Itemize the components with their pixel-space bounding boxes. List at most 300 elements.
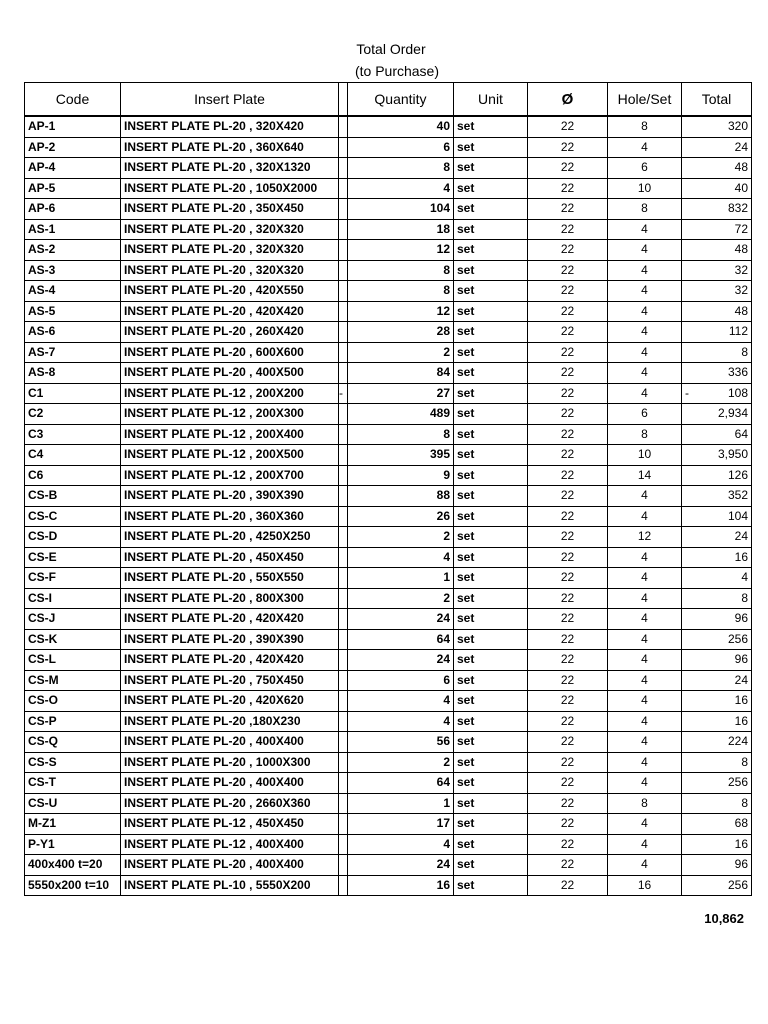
cell-diameter — [528, 383, 608, 404]
cell-insert-plate — [121, 506, 339, 527]
cell-insert-plate — [121, 240, 339, 261]
cell-quantity — [348, 301, 454, 322]
cell-diameter-value: 22 — [560, 262, 575, 277]
cell-diameter-value: 22 — [560, 344, 575, 359]
cell-gap — [339, 445, 348, 466]
cell-unit — [454, 445, 528, 466]
cell-quantity — [348, 199, 454, 220]
cell-diameter-value: 22 — [560, 180, 575, 195]
cell-diameter — [528, 178, 608, 199]
cell-gap — [339, 875, 348, 896]
cell-code-value: AS-6 — [28, 324, 56, 339]
cell-total-value: 112 — [728, 324, 748, 339]
cell-hole-set-value: 6 — [641, 406, 648, 421]
cell-insert-plate — [121, 670, 339, 691]
cell-hole-set-value: 16 — [637, 877, 652, 892]
cell-gap — [339, 834, 348, 855]
cell-gap — [339, 773, 348, 794]
cell-hole-set-value: 4 — [641, 816, 648, 831]
cell-total-value: 126 — [727, 467, 748, 482]
cell-hole-set-value: 8 — [641, 795, 648, 810]
cell-code — [25, 424, 121, 445]
cell-total-value: 2,934 — [717, 406, 748, 421]
cell-quantity-value: 88 — [436, 488, 450, 503]
cell-code — [25, 629, 121, 650]
cell-code — [25, 875, 121, 896]
cell-code — [25, 834, 121, 855]
cell-unit — [454, 301, 528, 322]
cell-total-value: 4 — [741, 570, 748, 585]
cell-unit — [454, 568, 528, 589]
cell-diameter — [528, 158, 608, 179]
cell-diameter-value: 22 — [560, 119, 575, 134]
cell-total — [682, 199, 752, 220]
cell-insert-plate-value: INSERT PLATE PL-20 , 420X420 — [124, 303, 304, 318]
cell-hole-set-value: 4 — [641, 734, 648, 749]
cell-code-value: AS-8 — [28, 365, 56, 380]
order-table — [24, 82, 752, 896]
cell-total — [682, 814, 752, 835]
cell-quantity-value: 2 — [443, 529, 450, 544]
cell-unit — [454, 547, 528, 568]
cell-quantity — [348, 670, 454, 691]
cell-insert-plate — [121, 527, 339, 548]
cell-hole-set-value: 4 — [641, 611, 648, 626]
cell-gap — [339, 404, 348, 425]
cell-quantity-value: 24 — [436, 652, 450, 667]
cell-hole-set-value: 4 — [641, 775, 648, 790]
cell-code-value: CS-P — [28, 713, 57, 728]
cell-gap — [339, 588, 348, 609]
cell-quantity — [348, 219, 454, 240]
cell-code-value: CS-D — [28, 529, 58, 544]
cell-insert-plate-value: INSERT PLATE PL-20 , 400X400 — [124, 857, 304, 872]
header-gap — [339, 83, 348, 117]
cell-unit-value: set — [457, 262, 475, 277]
cell-insert-plate — [121, 116, 339, 137]
cell-total — [682, 732, 752, 753]
cell-gap — [339, 609, 348, 630]
cell-gap — [339, 547, 348, 568]
cell-hole-set — [608, 691, 682, 712]
cell-unit — [454, 711, 528, 732]
cell-diameter-value: 22 — [560, 570, 575, 585]
cell-code — [25, 322, 121, 343]
cell-insert-plate — [121, 219, 339, 240]
cell-hole-set-value: 4 — [641, 857, 648, 872]
cell-hole-set-value: 8 — [641, 426, 648, 441]
cell-insert-plate — [121, 363, 339, 384]
cell-total — [682, 486, 752, 507]
cell-unit-value: set — [457, 242, 475, 257]
cell-unit-value: set — [457, 754, 475, 769]
cell-diameter-value: 22 — [560, 283, 575, 298]
cell-quantity — [348, 855, 454, 876]
cell-code-value: AP-5 — [28, 180, 56, 195]
table-row — [25, 322, 752, 343]
cell-insert-plate — [121, 875, 339, 896]
cell-insert-plate — [121, 383, 339, 404]
cell-quantity — [348, 814, 454, 835]
cell-insert-plate — [121, 588, 339, 609]
cell-diameter-value: 22 — [560, 139, 575, 154]
cell-quantity-value: 64 — [436, 775, 450, 790]
cell-hole-set — [608, 793, 682, 814]
cell-code — [25, 732, 121, 753]
table-row — [25, 301, 752, 322]
cell-diameter — [528, 711, 608, 732]
cell-insert-plate-value: INSERT PLATE PL-12 , 450X450 — [124, 816, 304, 831]
cell-insert-plate-value: INSERT PLATE PL-20 ,180X230 — [124, 713, 301, 728]
cell-unit-value: set — [457, 467, 475, 482]
table-row — [25, 424, 752, 445]
cell-unit — [454, 363, 528, 384]
cell-unit-value: set — [457, 549, 475, 564]
cell-hole-set — [608, 404, 682, 425]
cell-total — [682, 137, 752, 158]
cell-quantity — [348, 691, 454, 712]
cell-insert-plate-value: INSERT PLATE PL-20 , 550X550 — [124, 570, 304, 585]
cell-unit — [454, 814, 528, 835]
cell-total — [682, 465, 752, 486]
cell-quantity — [348, 773, 454, 794]
cell-unit-value: set — [457, 324, 475, 339]
cell-total-value: 256 — [727, 877, 748, 892]
header-code: Code — [25, 83, 121, 117]
cell-code — [25, 404, 121, 425]
cell-code — [25, 445, 121, 466]
cell-hole-set — [608, 260, 682, 281]
cell-hole-set-value: 4 — [641, 570, 648, 585]
cell-diameter — [528, 814, 608, 835]
cell-insert-plate — [121, 301, 339, 322]
cell-insert-plate — [121, 609, 339, 630]
header-unit: Unit — [454, 83, 528, 117]
cell-unit — [454, 158, 528, 179]
cell-insert-plate-value: INSERT PLATE PL-20 , 600X600 — [124, 344, 304, 359]
cell-insert-plate-value: INSERT PLATE PL-20 , 420X620 — [124, 693, 304, 708]
cell-total — [682, 609, 752, 630]
cell-gap — [339, 424, 348, 445]
cell-quantity — [348, 875, 454, 896]
cell-quantity — [348, 116, 454, 137]
cell-unit-value: set — [457, 631, 475, 646]
cell-unit — [454, 773, 528, 794]
cell-code-value: CS-S — [28, 754, 57, 769]
cell-diameter-value: 22 — [560, 672, 575, 687]
cell-quantity-value: 8 — [443, 160, 450, 175]
cell-quantity-value: 4 — [443, 693, 450, 708]
cell-quantity-value: 104 — [429, 201, 450, 216]
cell-quantity-value: 27 — [436, 385, 450, 400]
cell-quantity — [348, 404, 454, 425]
cell-hole-set — [608, 773, 682, 794]
cell-total-value: 16 — [734, 549, 748, 564]
cell-unit — [454, 178, 528, 199]
cell-code-value: 400x400 t=20 — [28, 857, 103, 872]
cell-unit-value: set — [457, 406, 475, 421]
cell-unit — [454, 281, 528, 302]
cell-hole-set — [608, 240, 682, 261]
cell-hole-set-value: 4 — [641, 590, 648, 605]
cell-code — [25, 506, 121, 527]
cell-total-value: 8 — [741, 590, 748, 605]
cell-diameter — [528, 116, 608, 137]
cell-hole-set-value: 4 — [641, 262, 648, 277]
cell-unit — [454, 240, 528, 261]
cell-code-value: AS-5 — [28, 303, 56, 318]
cell-total — [682, 322, 752, 343]
cell-total — [682, 834, 752, 855]
cell-hole-set-value: 4 — [641, 385, 648, 400]
cell-insert-plate-value: INSERT PLATE PL-20 , 260X420 — [124, 324, 304, 339]
cell-hole-set-value: 4 — [641, 754, 648, 769]
cell-unit-value: set — [457, 570, 475, 585]
cell-hole-set — [608, 834, 682, 855]
cell-code — [25, 650, 121, 671]
cell-insert-plate — [121, 158, 339, 179]
cell-hole-set-value: 4 — [641, 303, 648, 318]
grand-total: 10,862 — [704, 911, 744, 926]
cell-code-value: AP-2 — [28, 139, 56, 154]
cell-insert-plate-value: INSERT PLATE PL-10 , 5550X200 — [124, 877, 311, 892]
cell-total — [682, 875, 752, 896]
cell-unit — [454, 834, 528, 855]
cell-code-value: C4 — [28, 447, 44, 462]
cell-gap — [339, 691, 348, 712]
cell-insert-plate-value: INSERT PLATE PL-12 , 200X300 — [124, 406, 304, 421]
cell-insert-plate-value: INSERT PLATE PL-20 , 1000X300 — [124, 754, 311, 769]
cell-code — [25, 281, 121, 302]
cell-unit-value: set — [457, 139, 475, 154]
table-row — [25, 752, 752, 773]
cell-code — [25, 260, 121, 281]
cell-gap — [339, 732, 348, 753]
cell-hole-set — [608, 752, 682, 773]
cell-insert-plate-value: INSERT PLATE PL-20 , 4250X250 — [124, 529, 311, 544]
cell-unit — [454, 609, 528, 630]
order-rows — [25, 116, 752, 896]
cell-diameter-value: 22 — [560, 508, 575, 523]
cell-quantity-value: 17 — [436, 816, 450, 831]
cell-diameter — [528, 752, 608, 773]
cell-hole-set — [608, 814, 682, 835]
cell-insert-plate-value: INSERT PLATE PL-20 , 420X420 — [124, 611, 304, 626]
cell-insert-plate — [121, 814, 339, 835]
cell-code-value: CS-C — [28, 508, 58, 523]
cell-gap — [339, 158, 348, 179]
cell-total — [682, 670, 752, 691]
cell-total — [682, 691, 752, 712]
cell-code-value: CS-B — [28, 488, 58, 503]
cell-unit-value: set — [457, 180, 475, 195]
cell-diameter — [528, 670, 608, 691]
document-subtitle: (to Purchase) — [354, 63, 440, 79]
cell-unit-value: set — [457, 590, 475, 605]
cell-hole-set — [608, 445, 682, 466]
cell-unit-value: set — [457, 119, 475, 134]
cell-diameter — [528, 486, 608, 507]
cell-diameter — [528, 342, 608, 363]
cell-unit-value: set — [457, 488, 475, 503]
cell-insert-plate — [121, 752, 339, 773]
cell-unit — [454, 486, 528, 507]
cell-code — [25, 363, 121, 384]
cell-total-value: 96 — [734, 611, 748, 626]
cell-diameter-value: 22 — [560, 406, 575, 421]
cell-insert-plate-value: INSERT PLATE PL-20 , 320X320 — [124, 242, 304, 257]
cell-gap — [339, 506, 348, 527]
cell-total-value: 8 — [741, 344, 748, 359]
cell-quantity — [348, 281, 454, 302]
cell-hole-set-value: 4 — [641, 631, 648, 646]
cell-quantity — [348, 752, 454, 773]
cell-hole-set-value: 4 — [641, 344, 648, 359]
cell-hole-set — [608, 711, 682, 732]
cell-code-value: AS-3 — [28, 262, 56, 277]
cell-code — [25, 219, 121, 240]
cell-quantity-value: 24 — [436, 857, 450, 872]
cell-insert-plate-value: INSERT PLATE PL-20 , 320X320 — [124, 262, 304, 277]
cell-unit-value: set — [457, 303, 475, 318]
cell-total — [682, 547, 752, 568]
cell-unit-value: set — [457, 447, 475, 462]
cell-quantity — [348, 158, 454, 179]
table-row — [25, 158, 752, 179]
cell-quantity-value: 26 — [436, 508, 450, 523]
cell-diameter — [528, 404, 608, 425]
cell-unit-value: set — [457, 693, 475, 708]
cell-diameter-value: 22 — [560, 652, 575, 667]
cell-unit — [454, 629, 528, 650]
cell-hole-set — [608, 342, 682, 363]
table-row — [25, 732, 752, 753]
cell-diameter — [528, 527, 608, 548]
cell-unit — [454, 752, 528, 773]
cell-total — [682, 568, 752, 589]
cell-quantity — [348, 711, 454, 732]
cell-insert-plate — [121, 199, 339, 220]
cell-insert-plate — [121, 732, 339, 753]
cell-quantity-value: 24 — [436, 611, 450, 626]
cell-hole-set — [608, 588, 682, 609]
cell-code — [25, 178, 121, 199]
cell-gap — [339, 219, 348, 240]
cell-hole-set — [608, 158, 682, 179]
cell-quantity-value: 2 — [443, 344, 450, 359]
cell-quantity-value: 12 — [436, 303, 450, 318]
cell-diameter-value: 22 — [560, 611, 575, 626]
cell-quantity — [348, 629, 454, 650]
cell-insert-plate — [121, 178, 339, 199]
table-row — [25, 137, 752, 158]
cell-code — [25, 711, 121, 732]
cell-insert-plate-value: INSERT PLATE PL-20 , 320X320 — [124, 221, 304, 236]
table-row — [25, 691, 752, 712]
cell-hole-set — [608, 629, 682, 650]
cell-code — [25, 158, 121, 179]
cell-diameter — [528, 568, 608, 589]
cell-unit — [454, 404, 528, 425]
cell-diameter-value: 22 — [560, 857, 575, 872]
table-row — [25, 506, 752, 527]
cell-hole-set-value: 4 — [641, 242, 648, 257]
cell-gap — [339, 342, 348, 363]
cell-diameter — [528, 609, 608, 630]
header-total: Total — [682, 83, 752, 117]
cell-insert-plate-value: INSERT PLATE PL-12 , 200X500 — [124, 447, 304, 462]
table-row — [25, 240, 752, 261]
cell-total — [682, 178, 752, 199]
cell-unit-value: set — [457, 734, 475, 749]
cell-unit-value: set — [457, 283, 475, 298]
cell-gap — [339, 301, 348, 322]
cell-insert-plate-value: INSERT PLATE PL-20 , 400X500 — [124, 365, 304, 380]
cell-gap — [339, 527, 348, 548]
cell-gap — [339, 629, 348, 650]
cell-quantity — [348, 363, 454, 384]
cell-hole-set — [608, 137, 682, 158]
cell-total — [682, 711, 752, 732]
cell-diameter-value: 22 — [560, 447, 575, 462]
cell-diameter-value: 22 — [560, 221, 575, 236]
cell-quantity — [348, 137, 454, 158]
table-row — [25, 588, 752, 609]
cell-hole-set-value: 4 — [641, 488, 648, 503]
cell-insert-plate — [121, 342, 339, 363]
cell-diameter-value: 22 — [560, 365, 575, 380]
cell-diameter-value: 22 — [560, 693, 575, 708]
cell-hole-set — [608, 178, 682, 199]
cell-hole-set-value: 4 — [641, 713, 648, 728]
cell-quantity-value: 28 — [436, 324, 450, 339]
cell-quantity-value: 489 — [429, 406, 450, 421]
cell-insert-plate-value: INSERT PLATE PL-20 , 2660X360 — [124, 795, 311, 810]
cell-total-value: 24 — [734, 529, 748, 544]
cell-insert-plate — [121, 465, 339, 486]
cell-gap — [339, 752, 348, 773]
cell-quantity-value: 8 — [443, 426, 450, 441]
cell-hole-set-value: 14 — [637, 467, 652, 482]
cell-hole-set — [608, 568, 682, 589]
cell-gap — [339, 199, 348, 220]
cell-gap — [339, 711, 348, 732]
cell-total — [682, 527, 752, 548]
cell-code — [25, 588, 121, 609]
cell-total — [682, 506, 752, 527]
cell-quantity — [348, 793, 454, 814]
cell-insert-plate — [121, 137, 339, 158]
cell-total-value: 68 — [734, 816, 748, 831]
cell-total — [682, 752, 752, 773]
cell-code — [25, 301, 121, 322]
cell-code-value: AP-6 — [28, 201, 56, 216]
cell-unit — [454, 199, 528, 220]
cell-code — [25, 691, 121, 712]
cell-hole-set — [608, 527, 682, 548]
cell-diameter — [528, 547, 608, 568]
cell-unit-value: set — [457, 816, 475, 831]
cell-total — [682, 383, 752, 404]
cell-code — [25, 752, 121, 773]
cell-code-value: AS-7 — [28, 344, 56, 359]
cell-insert-plate-value: INSERT PLATE PL-20 , 400X400 — [124, 775, 304, 790]
cell-diameter-value: 22 — [560, 488, 575, 503]
cell-diameter-value: 22 — [560, 877, 575, 892]
cell-diameter — [528, 301, 608, 322]
cell-unit-value: set — [457, 365, 475, 380]
cell-unit-value: set — [457, 775, 475, 790]
